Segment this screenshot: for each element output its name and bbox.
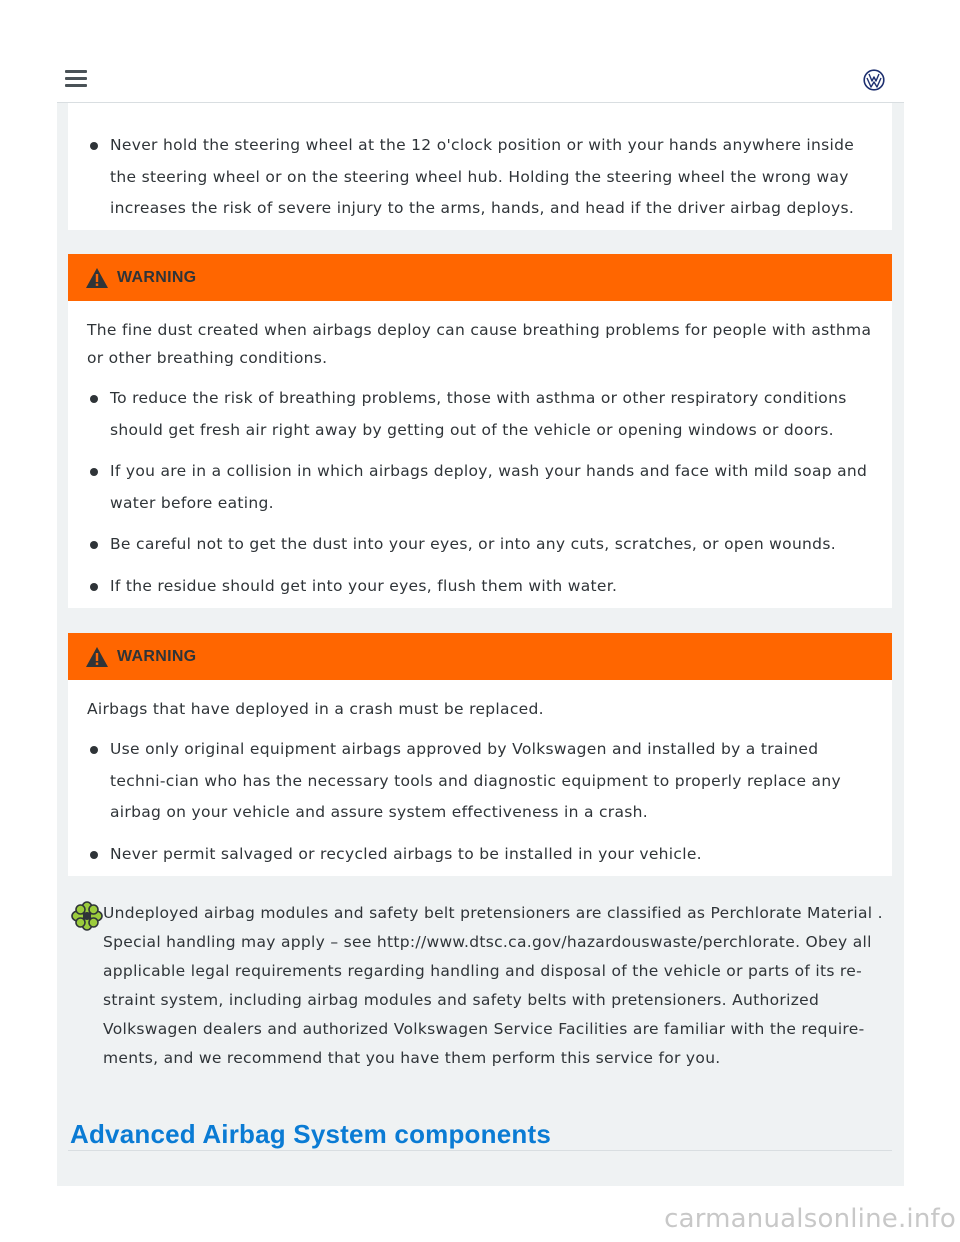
list-item: Never hold the steering wheel at the 12 o'clock position or with your hands anywhere inside the steering wheel or on the steering wheel hub. Holding the steering wheel the wrong way increases the risk of severe injury to the arms, hands, and head if the driver airbag deploys.	[87, 130, 877, 225]
warning-card-replace	[68, 633, 892, 876]
section-title: Advanced Airbag System components	[70, 1119, 551, 1149]
warning-header	[68, 633, 892, 680]
warning-label: WARNING	[117, 647, 197, 665]
section-divider	[68, 1150, 892, 1151]
warning-card-dust	[68, 254, 892, 608]
warning-label: WARNING	[117, 268, 197, 286]
steering-wheel-card	[68, 103, 892, 230]
steering-wheel-bullets	[87, 130, 877, 225]
warning-bullets	[87, 734, 877, 870]
list-item: If you are in a collision in which airbags deploy, wash your hands and face with mild soap and water before eating.	[87, 456, 877, 519]
list-item: Use only original equipment airbags approved by Volkswagen and installed by a trained techni-cian who has the necessary tools and diagnostic equipment to properly replace any airbag on your vehicle and assure system effectiveness in a crash.	[87, 734, 877, 829]
watermark-text: carmanualsonline.info	[664, 1204, 956, 1234]
volkswagen-logo-icon[interactable]	[863, 69, 885, 91]
warning-bullets	[87, 383, 877, 602]
warning-intro: Airbags that have deployed in a crash must be replaced.	[87, 700, 544, 718]
warning-triangle-icon	[85, 267, 109, 289]
list-item: To reduce the risk of breathing problems, those with asthma or other respiratory conditions should get fresh air right away by getting out of the vehicle or opening windows or doors.	[87, 383, 877, 446]
warning-triangle-icon	[85, 646, 109, 668]
list-item: Be careful not to get the dust into your eyes, or into any cuts, scratches, or open wounds.	[87, 529, 877, 561]
list-item: If the residue should get into your eyes, flush them with water.	[87, 571, 877, 603]
environment-note-text: Undeployed airbag modules and safety belt pretensioners are classified as Perchlorate Material . Special handling may apply – see http://www.dtsc.ca.gov/hazardouswaste/perchlorate. Obey all applicable legal requirements regarding handling and disposal of the vehicle or parts of its re-straint system, including airbag modules and safety belts with pretensioners. Authorized Volkswagen dealers and authorized Volkswagen Service Facilities are familiar with the require-ments, and we recommend that you have them perform this service for you.	[103, 904, 883, 1067]
hamburger-menu-icon[interactable]	[65, 70, 87, 88]
top-header	[57, 0, 904, 103]
list-item: Never permit salvaged or recycled airbags to be installed in your vehicle.	[87, 839, 877, 871]
warning-header	[68, 254, 892, 301]
warning-intro: The fine dust created when airbags deploy can cause breathing problems for people with asthma or other breathing conditions.	[87, 321, 872, 367]
environment-flower-icon	[70, 901, 104, 931]
